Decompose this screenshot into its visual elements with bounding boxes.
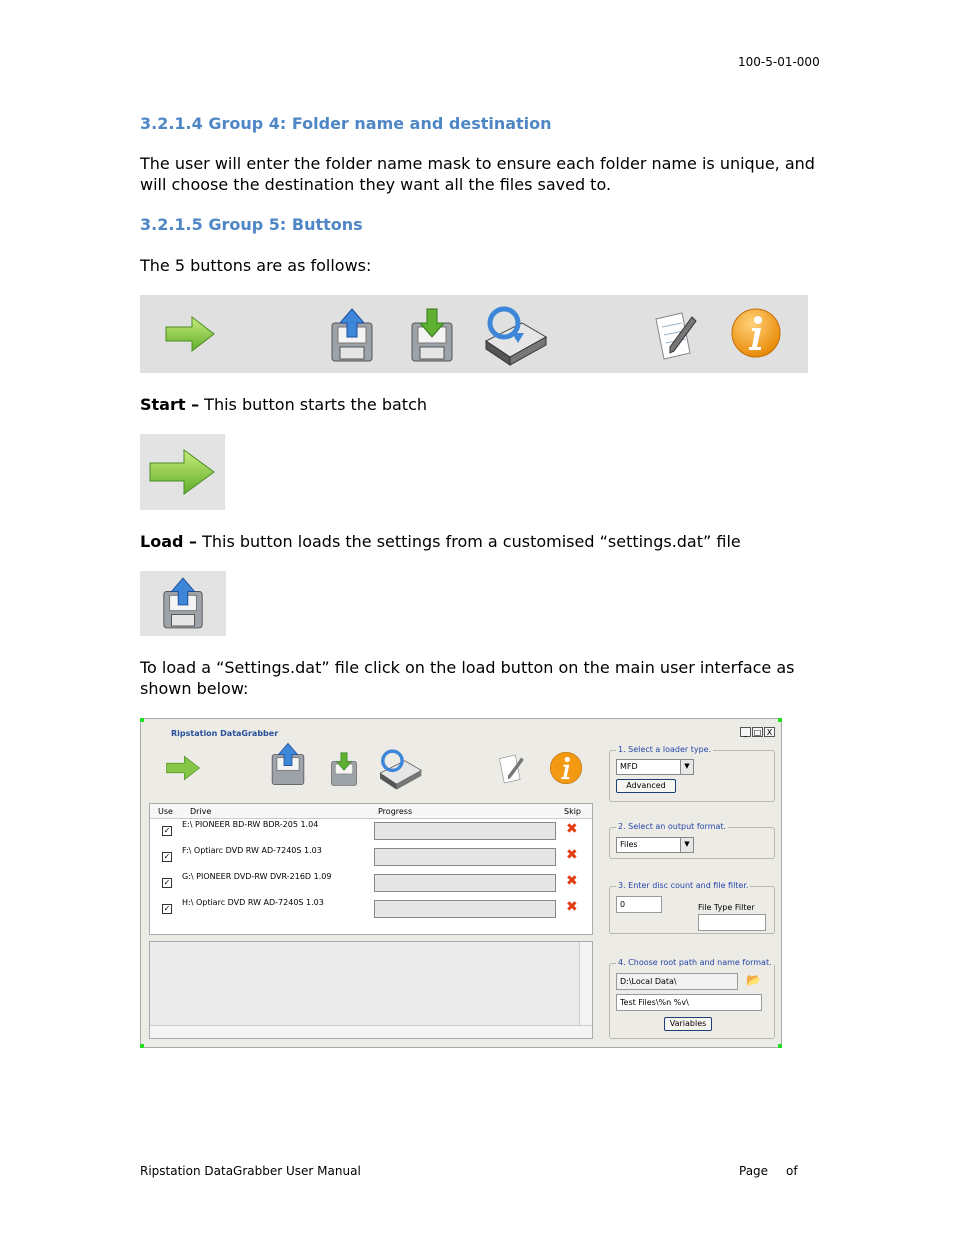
skip-icon[interactable]: ✖ [566,821,578,837]
group-label: 1. Select a loader type. [618,745,712,754]
use-checkbox[interactable]: ✓ [163,826,171,835]
footer-of-label: of [786,1164,798,1178]
start-label: Start – [140,395,200,414]
load-button-image [140,571,226,636]
info-icon[interactable] [549,751,583,785]
section-heading-group5: 3.2.1.5 Group 5: Buttons [140,215,363,234]
load-description [140,531,820,552]
doc-number: 100-5-01-000 [738,55,820,69]
start-description [140,394,820,415]
load-floppy-icon[interactable] [269,741,307,787]
column-use[interactable]: Use [158,807,173,816]
start-arrow-icon[interactable] [165,755,201,781]
chevron-down-icon: ▼ [680,838,693,852]
button-strip [140,295,808,373]
group-label: 4. Choose root path and name format. [618,958,772,967]
drive-name: E:\ PIONEER BD-RW BDR-205 1.04 [182,820,319,829]
info-icon[interactable] [730,307,782,359]
drive-scan-icon[interactable] [377,747,423,791]
disc-count-input[interactable]: 0 [616,896,662,913]
drive-name: G:\ PIONEER DVD-RW DVR-216D 1.09 [182,872,332,881]
progress-bar [374,874,556,892]
progress-bar [374,822,556,840]
buttons-intro: The 5 buttons are as follows: [140,256,372,275]
use-checkbox[interactable]: ✓ [163,904,171,913]
skip-icon[interactable]: ✖ [566,899,578,915]
skip-icon[interactable]: ✖ [566,873,578,889]
notes-icon[interactable] [497,753,525,785]
maximize-button[interactable]: □ [753,728,762,737]
skip-icon[interactable]: ✖ [566,847,578,863]
folder-icon[interactable]: 📂 [746,973,761,987]
corner-marker [778,718,782,722]
drive-list-header [150,804,592,819]
load-label: Load – [140,532,198,551]
drive-row [150,818,592,844]
group-disc-count [609,881,775,934]
group-root-path [609,958,775,1039]
group-output-format [609,822,775,859]
corner-marker [778,1044,782,1048]
use-checkbox[interactable]: ✓ [163,852,171,861]
output-format-value: Files [620,840,638,849]
start-arrow-icon[interactable] [148,448,216,496]
drive-scan-icon[interactable] [482,303,548,367]
footer-page-label: Page [739,1164,769,1178]
save-floppy-icon[interactable] [408,307,456,363]
footer-title: Ripstation DataGrabber User Manual [140,1164,361,1178]
column-drive[interactable]: Drive [190,807,212,816]
log-panel [149,941,593,1039]
advanced-button[interactable]: Advanced [616,779,676,793]
load-text: This button loads the settings from a customised “settings.dat” file [197,532,741,551]
drive-list [149,803,593,935]
name-format-input[interactable]: Test Files\%n %v\ [616,994,762,1011]
drive-name: F:\ Optiarc DVD RW AD-7240S 1.03 [182,846,322,855]
drive-row [150,844,592,870]
start-arrow-icon[interactable] [164,315,216,353]
load-instructions: To load a “Settings.dat” file click on the load button on the main user interface as shown below: [140,658,795,698]
window-title: Ripstation DataGrabber [171,729,279,738]
minimize-button[interactable]: _ [740,727,751,737]
output-format-select[interactable] [616,837,694,853]
drive-name: H:\ Optiarc DVD RW AD-7240S 1.03 [182,898,324,907]
start-button-image [140,434,225,510]
chevron-down-icon: ▼ [680,760,693,774]
vertical-scrollbar[interactable] [579,942,592,1038]
group4-description: The user will enter the folder name mask to ensure each folder name is unique, and will choose the destination they want all the files saved to. [140,154,815,194]
column-progress[interactable]: Progress [378,807,413,816]
group-loader-type [609,745,775,802]
loader-type-value: MFD [620,762,638,771]
group-label: 2. Select an output format. [618,822,727,831]
column-skip[interactable]: Skip [564,807,582,816]
variables-button[interactable]: Variables [664,1017,712,1031]
corner-marker [140,1044,144,1048]
close-button[interactable]: X [764,727,775,737]
corner-marker [140,718,144,722]
progress-bar [374,900,556,918]
group-label: 3. Enter disc count and file filter. [618,881,749,890]
progress-bar [374,848,556,866]
loader-type-select[interactable] [616,759,694,775]
file-filter-input[interactable] [698,914,766,931]
start-text: This button starts the batch [199,395,428,414]
drive-row [150,870,592,896]
notes-icon[interactable] [652,311,698,361]
use-checkbox[interactable]: ✓ [163,878,171,887]
root-path-input[interactable]: D:\Local Data\ [616,973,738,990]
window-controls [740,727,775,737]
app-screenshot [140,718,782,1048]
file-filter-label: File Type Filter [698,903,755,912]
horizontal-scrollbar[interactable] [150,1025,592,1038]
load-floppy-icon[interactable] [160,573,206,633]
drive-row [150,896,592,922]
section-heading-group4: 3.2.1.4 Group 4: Folder name and destination [140,114,552,133]
save-floppy-icon[interactable] [329,751,359,787]
load-floppy-icon[interactable] [328,307,376,363]
